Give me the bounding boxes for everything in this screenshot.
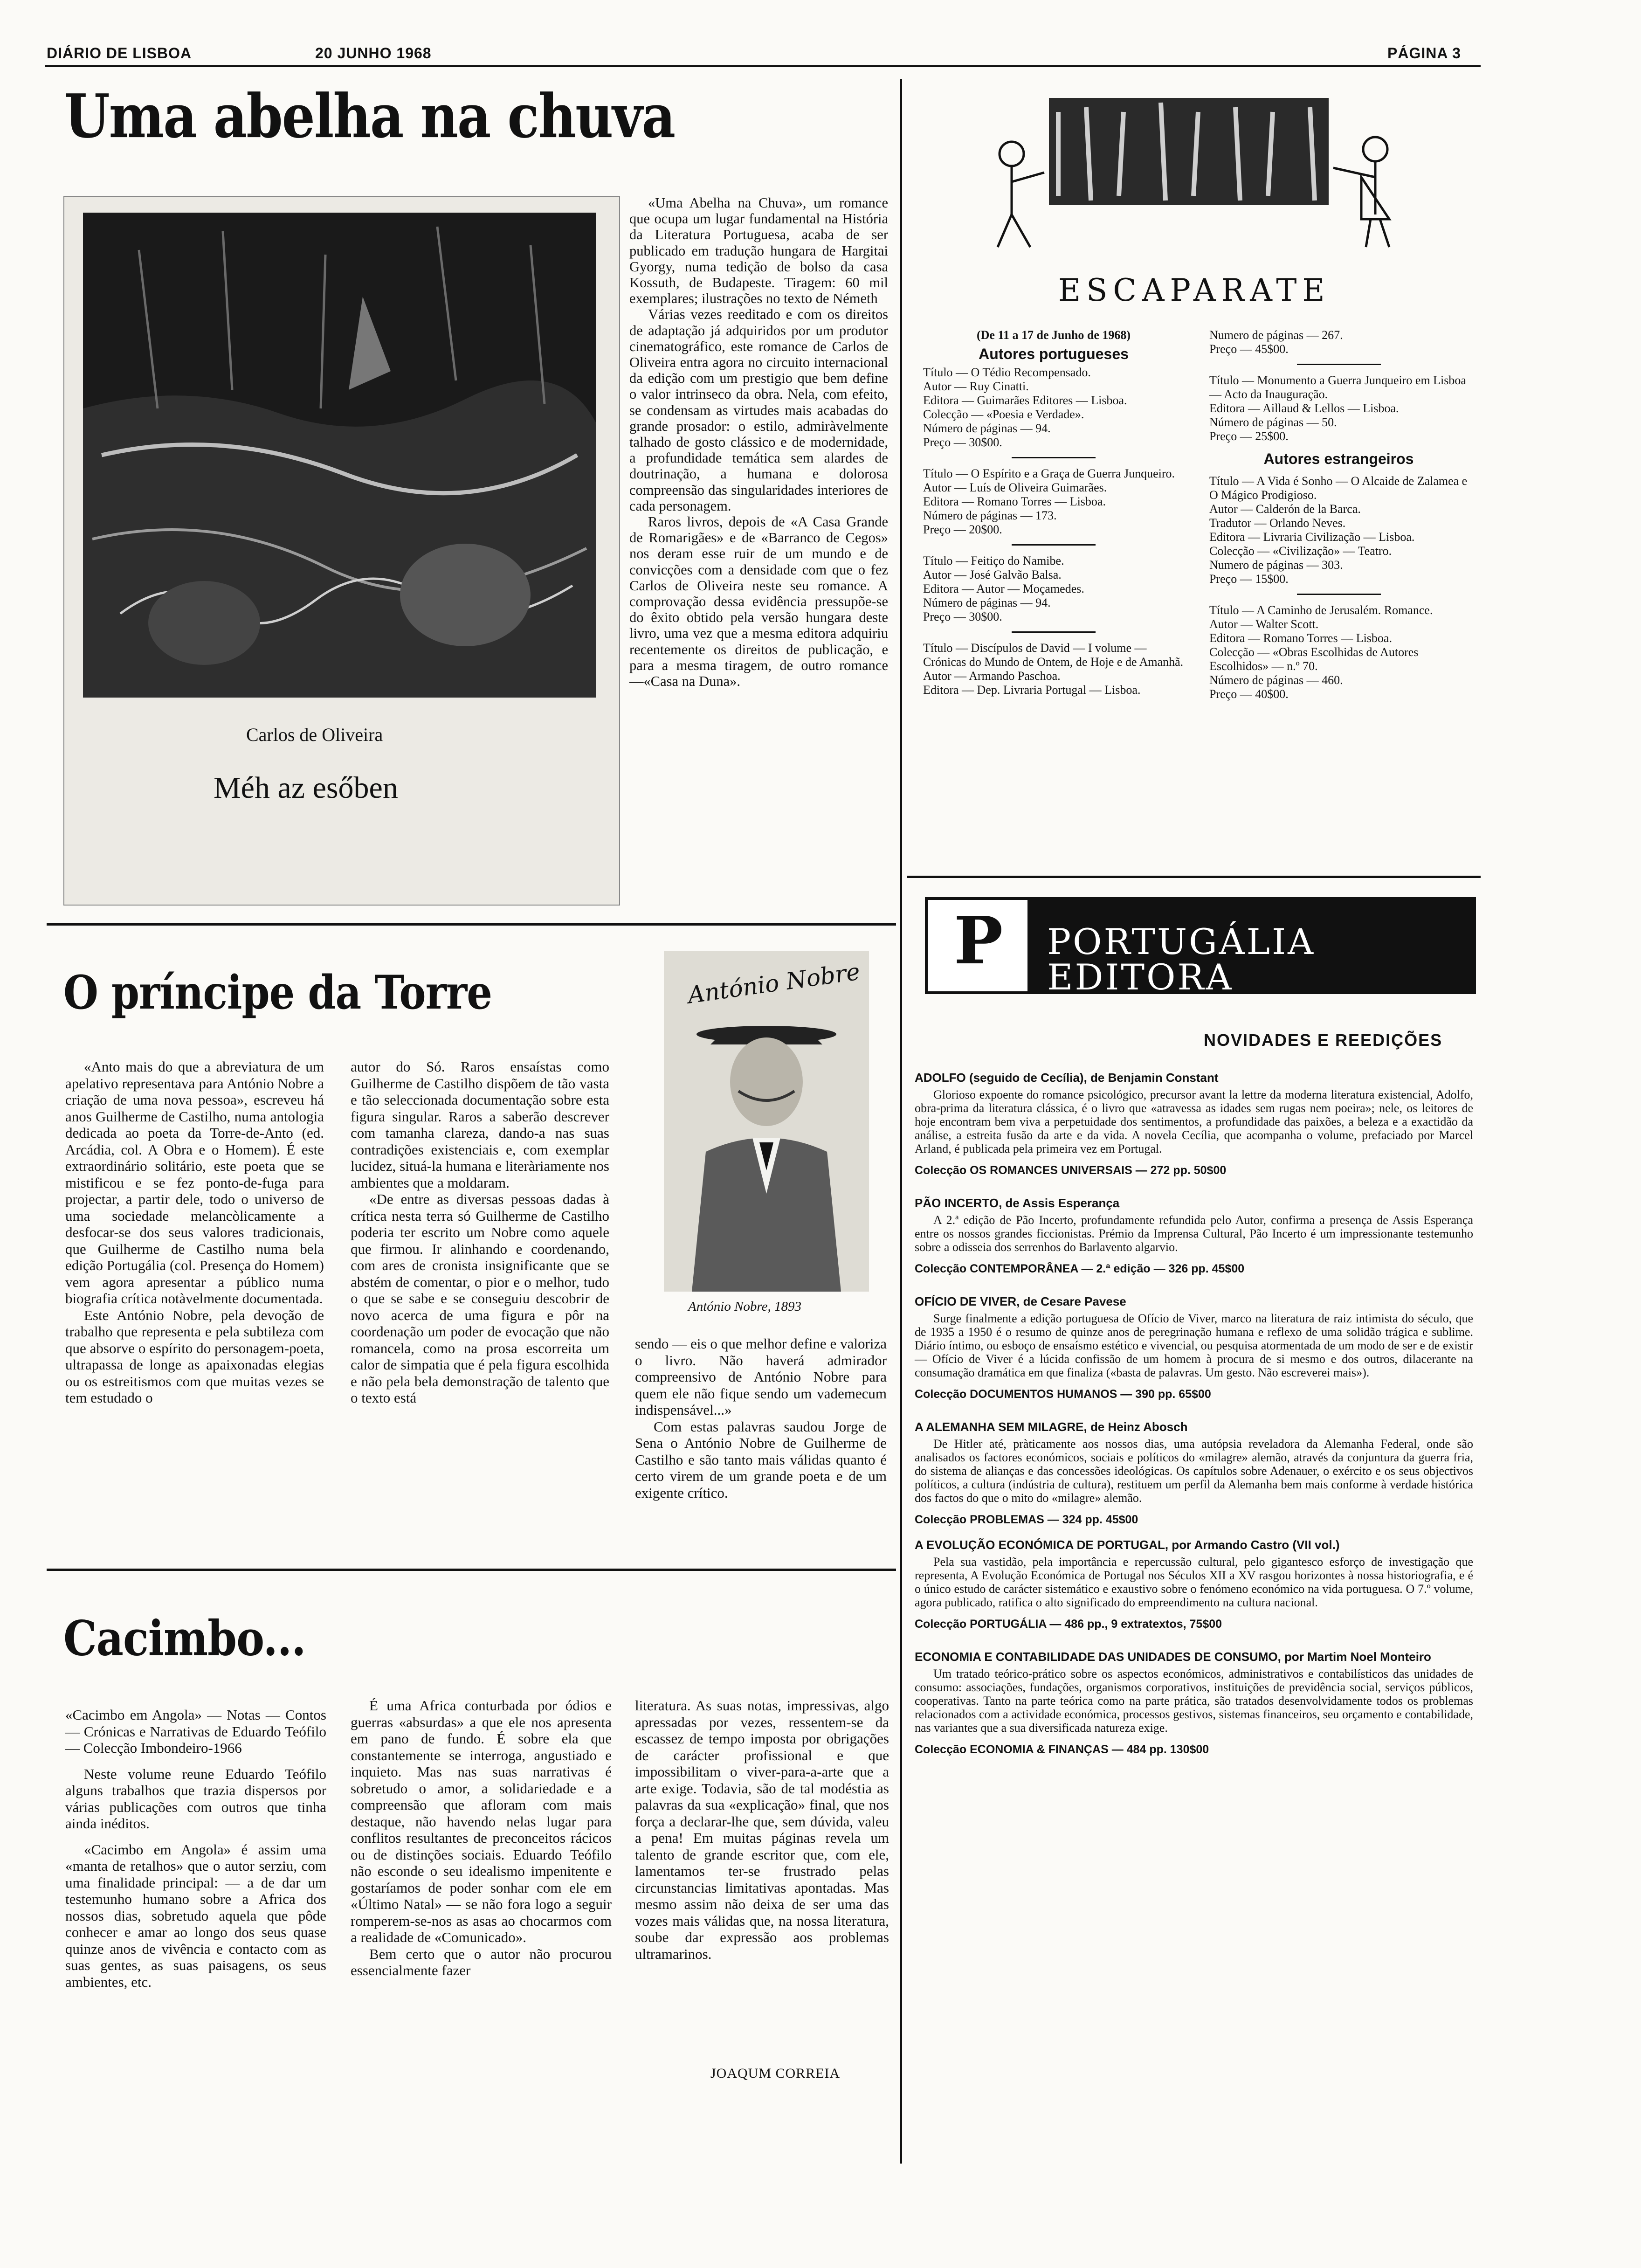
entry-line: Colecção — «Poesia e Verdade». [923,408,1084,421]
book-description: Glorioso expoente do romance psicológico, precursor avant la lettre da moderna literatura existencial, Adolfo, obra-prima da literatura clássica, é o livro que «atravessa as idades sem rugas nem poeira»; nele, os leitores de hoje encontram bem viva a perpetuidade dos sentimentos, a profundidade das paixões, a beleza e a exactidão da análise, a estreita fusão da arte e da vida. A novela Cecília, que acompanha o volume, prefaciado por Marcel Arland, é publicada pela primeira vez em Portugal. [915,1088,1473,1155]
entry-line: Preço — 30$00. [923,436,1002,449]
abelha-para-1: «Uma Abelha na Chuva», um romance que ocupa um lugar fundamental na História da Literatura Portuguesa, acaba de ser publicado em tradução hungara de Hargitai Gyorgy, numa tedição de bolso da casa Kossuth, de Budapeste. Tiragem: 60 mil exemplares; ilustrações no texto de Németh [629,195,888,307]
book-cover [63,196,620,906]
book-collection: Colecção DOCUMENTOS HUMANOS — 390 pp. 65$00 [915,1388,1211,1401]
book-description: Um tratado teórico-prático sobre os aspectos económicos, administrativos e contabilísticos das unidades de consumo: associações, fundações, organismos corporativos, instituições de previdência social, serviços públicos, cooperativas. Tanto na parte teórica como na parte prática, são tratados desenvolvidamente todos os problemas relacionados com a actividade económica, processos gestivos, sistemas financeiros, seu orçamento e contabilidade, nas variantes que a sua diversificada natureza exige. [915,1667,1473,1735]
entry-separator [1012,631,1096,633]
cacimbo-intro: «Cacimbo em Angola» — Notas — Contos — Crónicas e Narrativas de Eduardo Teófilo — Colecção Imbondeiro-1966 [65,1707,326,1756]
book-collection: Colecção CONTEMPORÂNEA — 2.ª edição — 326 pp. 45$00 [915,1262,1245,1275]
entry-line: Número de páginas — 173. [923,509,1057,522]
main-column-divider [900,79,902,2164]
principe-col-3 [635,1335,887,1501]
cacimbo-para-5: literatura. As suas notas, impressivas, algo apressadas por vezes, ressentem-se da escassez de tempo imposta por obrigações de carácter profissional e que impossibilitam o viver-para-a-arte que a arte exige. Todavia, são de tal modéstia as palavras da sua «explicação» final, que nos força a declarar-lhe que, sem dúvida, valeu a pena! Em muitas páginas revela um talento de grande escritor que, com ele, lamentamos ter-se frustrado pelas circunstancias limitativas apontadas. Mas mesmo assim não deixa de ser uma das vozes mais válidas que, na nossa literatura, soube dar expressão aos problemas ultramarinos. [635,1697,889,1962]
escaparate-left-col [923,328,1184,697]
entry-line: Número de páginas — 460. [1209,673,1343,687]
book-collection: Colecção PORTUGÁLIA — 486 pp., 9 extratextos, 75$00 [915,1618,1222,1631]
escaparate-pt-heading: Autores portugueses [979,346,1129,362]
book-collection: Colecção OS ROMANCES UNIVERSAIS — 272 pp. 50$00 [915,1164,1227,1177]
entry-line: Preço — 25$00. [1209,429,1289,443]
entry-line: Autor — Calderón de la Barca. [1209,502,1361,516]
cacimbo-title: Cacimbo... [63,1610,306,1667]
entry-line: Autor — Ruy Cinatti. [923,380,1029,393]
cacimbo-col-1 [65,1707,326,1990]
entry-line: Autor — José Galvão Balsa. [923,568,1062,581]
escaparate-dates: (De 11 a 17 de Junho de 1968) [976,328,1131,342]
entry-line: Título — Monumento a Guerra Junqueiro em Lisboa — Acto da Inauguração. [1209,373,1466,401]
divider-escaparate [907,876,1481,878]
cover-artwork [83,213,596,698]
publisher-banner [1027,897,1476,998]
principe-para-6: Com estas palavras saudou Jorge de Sena o António Nobre de Guilherme de Castilho e são tanto mais válidas quanto é certo virem de um grande poeta e de um exigente crítico. [635,1418,887,1501]
cacimbo-col-3 [635,1697,889,1962]
entry-line: Editora — Aillaud & Lellos — Lisboa. [1209,401,1399,415]
entry-line: Título — O Espírito e a Graça de Guerra Junqueiro. [923,467,1175,480]
divider-abelha [47,923,896,926]
escaparate-foreign-heading: Autores estrangeiros [1263,450,1414,467]
book-title: A EVOLUÇÃO ECONÓMICA DE PORTUGAL, por Armando Castro (VII vol.) [915,1538,1340,1552]
entry-line: Editora — Guimarães Editores — Lisboa. [923,394,1127,407]
book-title: ADOLFO (seguido de Cecília), de Benjamin Constant [915,1071,1219,1085]
cacimbo-para-3: É uma Africa conturbada por ódios e guerras «absurdas» a que ele nos apresenta em pano de fundo. É sobre ela que constantemente se interroga, angustiado e inquieto. Mas nas suas narrativas é sobretudo o amor, a solidariedade e a compreensão que afloram com mais destaque, não havendo nelas lugar para conflitos resultantes de preconceitos rácicos ou de distinções sociais. Eduardo Teófilo não esconde o seu idealismo impenitente e gostaríamos de poder sonhar com ele em «Último Natal» — se não fora logo a seguir romperem-se-nos as asas ao chocarmos com a realidade de «Comunicado». [351,1697,612,1945]
abelha-article [629,195,888,689]
entry-line: Preço — 15$00. [1209,572,1289,586]
principe-para-4: «De entre as diversas pessoas dadas à crítica nesta terra só Guilherme de Castilho poderia ter escrito um Nobre como aquele que firmou. Ir alinhando e coordenando, com ares de cronista insignificante que se abstém de comentar, o pior e o melhor, tudo o que se sabe e se conseguiu descobrir de novo acerca de uma figura e pôr na coordenação um poder de evocação que não romancela, como na prosa escorreita um calor de simpatia que é pela figura escolhida e não pela bela demonstração de talento que o texto está [351,1191,609,1406]
entry-line: Numero de páginas — 303. [1209,558,1343,572]
book-title: PÃO INCERTO, de Assis Esperança [915,1196,1120,1210]
divider-principe [47,1569,896,1571]
entry-line: Preço — 20$00. [923,523,1002,536]
principe-col-2 [351,1058,609,1406]
publisher-book-list [915,1071,1473,1775]
entry-separator [1297,594,1381,595]
entry-line: Preço — 45$00. [1209,342,1289,356]
book-description: De Hitler até, pràticamente aos nossos dias, uma autópsia reveladora da Alemanha Federal, onde são analisados os factores económicos, sociais e políticos do «milagre» alemão, através da conjuntura da guerra fria, do sistema de alianças e das concessões ideológicas. Os capítulos sobre Adenauer, o exército e os seus objectivos políticos, a cultura (indústria de cultura), restituem um perfil da Alemanha bem mais conforme à verdade histórica dos factos do que o mito do «milagre» alemão. [915,1437,1473,1505]
publisher-book [915,1196,1473,1276]
entry-line: Título — Discípulos de David — I volume — Crónicas do Mundo de Ontem, de Hoje e de Amanhã. [923,641,1184,669]
entry-line: Título — A Caminho de Jerusalém. Romance. [1209,603,1433,617]
entry-line: Editora — Romano Torres — Lisboa. [923,495,1106,508]
newspaper-name: DIÁRIO DE LISBOA [47,45,192,62]
cacimbo-para-2: «Cacimbo em Angola» é assim uma «manta de retalhos» que o autor serziu, com uma finalidade principal: — a de dar um testemunho humano sobre a Africa dos nossos dias, sobretudo aquela que pôde conhecer e amar ao longo dos seus quase quinze anos de vivência e contacto com as suas gentes, as suas paisagens, os seus ambientes, etc. [65,1841,326,1990]
book-entry [1209,373,1468,443]
logo-glyph: P [954,903,1003,979]
book-entry [923,467,1184,537]
cacimbo-para-1: Neste volume reune Eduardo Teófilo alguns trabalhos que trazia dispersos por várias publicações com outros que tinha ainda inéditos. [65,1765,326,1832]
entry-separator [1012,457,1096,458]
entry-line: Numero de páginas — 267. [1209,328,1343,342]
entry-line: Editora — Livraria Civilização — Lisboa. [1209,530,1415,544]
publisher-book [915,1650,1473,1756]
entry-line: Colecção — «Civilização» — Teatro. [1209,544,1392,558]
book-title: A ALEMANHA SEM MILAGRE, de Heinz Abosch [915,1420,1188,1434]
publisher-book [915,1071,1473,1177]
book-title: ECONOMIA E CONTABILIDADE DAS UNIDADES DE CONSUMO, por Martim Noel Monteiro [915,1650,1431,1664]
entry-line: Número de páginas — 50. [1209,415,1337,429]
book-description: Pela sua vastidão, pela importância e repercussão cultural, pelo gigantesco esforço de investigação que representa, A Evolução Económica de Portugal nos Séculos XII a XV rasgou horizontes à nossa historiografia, e é o único estudo de carácter sistemático e exaustivo sobre o fenómeno económico na vida portuguesa. O 7.º volume, agora publicado, ratifica o alto significado do empreendimento na cultura nacional. [915,1555,1473,1609]
entry-line: Editora — Romano Torres — Lisboa. [1209,631,1392,645]
principe-para-1: «Anto mais do que a abreviatura de um apelativo representava para António Nobre a criação de uma nova pessoa», escreveu há anos Guilherme de Castilho, numa antologia dedicada ao poeta da Torre-de-Anto (ed. Arcádia, col. A Obra e o Homem). É este extraordinário solitário, este poeta que se mistificou e se fez ponto-de-fuga para projectar, a partir dele, todo o universo de uma sociedade melancòlicamente a desfocar-se dos seus valores tradicionais, que Guilherme de Castilho numa bela edição Portugália (col. Presença do Homem) vem agora apresentar a público numa biografia crítica notàvelmente documentada. [65,1058,324,1307]
entry-line: Título — O Tédio Recompensado. [923,366,1091,379]
principe-para-5: sendo — eis o que melhor define e valoriza o livro. Não haverá admirador compreensivo de António Nobre para quem ele não fique sendo um vademecum indispensável...» [635,1335,887,1418]
book-title: OFÍCIO DE VIVER, de Cesare Pavese [915,1294,1126,1308]
cover-title: Méh az esőben [214,771,398,805]
abelha-para-3: Raros livros, depois de «A Casa Grande de Romarigães» e de «Barranco de Cegos» nos deram esse ruir de um mundo e de convicções com a densidade com que o fez Carlos de Oliveira neste seu romance. A comprovação dessa evidência pressupõe-se do êxito obtido pela versão hungara deste livro, uma vez que a mesma editora adquiriu recentemente os direitos de publicação, e para a mesma tiragem, de outro romance—«Casa na Duna». [629,514,888,690]
entry-line: Editora — Autor — Moçamedes. [923,582,1084,595]
entry-separator [1012,544,1096,546]
principe-title: O príncipe da Torre [63,965,492,1020]
book-entry [1209,603,1468,701]
page-number: PÁGINA 3 [1387,45,1461,62]
book-description: A 2.ª edição de Pão Incerto, profundamente refundida pelo Autor, confirma a presença de Assis Esperança entre os nossos grandes ficcionistas. Prémio da Imprensa Cultural, Pão Incerto é um impressionante testemunho sobre a odisseia dos serrenhos do Barlavento algarvio. [915,1213,1473,1254]
nobre-photo [664,951,869,1292]
entry-line: Autor — Armando Paschoa. [923,669,1061,683]
cacimbo-col-2 [351,1697,612,1979]
issue-date: 20 JUNHO 1968 [315,45,432,62]
entry-line: Título — Feitiço do Namibe. [923,554,1064,567]
cover-author: Carlos de Oliveira [246,724,383,745]
header-rule [45,65,1481,67]
principe-para-3: autor do Só. Raros ensaístas como Guilherme de Castilho dispõem de tão vasta e tão seleccionada documentação sobre esta figura singular. Raros a saberão descrever com tamanha clareza, dando-a nas suas contradições existenciais e, com exemplar lucidez, situá-la humana e literàriamente nos ambientes que a moldaram. [351,1058,609,1191]
book-description: Surge finalmente a edição portuguesa de Ofício de Viver, marco na literatura de raiz intimista do século, que de 1935 a 1950 é o resumo de quinze anos de peregrinação humana e reflexo de uma solidão trágica e sublime. Diário íntimo, ou esboço de ensaísmo estético e vivencial, ou pesquisa atormentada de um modo de ser e de existir — Ofício de Viver é a lúcida confissão de um homem à procura de si mesmo e dos outros, dilacerante na consumação dramática em que finaliza («basta de palavras. Um gesto. Não escreverei mais»). [915,1312,1473,1379]
abelha-title: Uma abelha na chuva [64,81,675,152]
entry-line: Número de páginas — 94. [923,596,1051,609]
publisher-book [915,1294,1473,1401]
entry-line: Preço — 40$00. [1209,687,1289,701]
escaparate-right-col [1209,328,1468,701]
publisher-subtitle: NOVIDADES E REEDIÇÕES [1204,1030,1443,1050]
photo-caption: António Nobre, 1893 [688,1299,802,1314]
book-collection: Colecção PROBLEMAS — 324 pp. 45$00 [915,1513,1138,1526]
cacimbo-signature: JOAQUM CORREIA [710,2066,841,2081]
principe-para-2: Este António Nobre, pela devoção de trabalho que representa e pela subtileza com que absorve o espírito do personagem-poeta, ultrapassa de longe as apaixonadas elegias ou os estreitismos com que muitas vezes se tem estudado o [65,1307,324,1406]
entry-continuation [1209,328,1468,356]
entry-line: Colecção — «Obras Escolhidas de Autores Escolhidos» — n.º 70. [1209,645,1419,673]
escaparate-illustration [993,84,1403,252]
banner-text: PORTUGÁLIA EDITORA [1047,921,1316,998]
book-entry [923,554,1184,624]
cacimbo-para-4: Bem certo que o autor não procurou essencialmente fazer [351,1945,612,1978]
publisher-logo [925,897,1034,994]
entry-separator [1297,364,1381,365]
principe-col-1 [65,1058,324,1406]
entry-list-left [923,366,1184,697]
abelha-para-2: Várias vezes reeditado e com os direitos de adaptação já adquiridos por um produtor cinematográfico, este romance de Carlos de Oliveira entra agora no circuito internacional da edição com um prestigio que bem define o valor intrinseco da obra. Nela, com efeito, se condensam as virtudes mais acabadas do grande prosador: o estilo, admiràvelmente talhado de gosto clássico e de modernidade, a profundidade temática sem alardes de doutrinação, a humana e dolorosa compreensão das singularidades interiores de cada personagem. [629,306,888,514]
escaparate-title: ESCAPARATE [1058,272,1331,308]
entry-line: Autor — Walter Scott. [1209,617,1319,631]
book-entry [923,366,1184,449]
book-collection: Colecção ECONOMIA & FINANÇAS — 484 pp. 130$00 [915,1743,1209,1756]
entry-line: Editora — Dep. Livraria Portugal — Lisboa. [923,683,1141,697]
entry-line: Autor — Luís de Oliveira Guimarães. [923,481,1107,494]
book-entry [1209,474,1468,586]
entry-line: Número de páginas — 94. [923,422,1051,435]
book-entry [923,641,1184,697]
entry-line: Tradutor — Orlando Neves. [1209,516,1346,530]
publisher-book [915,1538,1473,1631]
entry-line: Preço — 30$00. [923,610,1002,623]
entry-line: Título — A Vida é Sonho — O Alcaide de Zalamea e O Mágico Prodigioso. [1209,474,1468,502]
photo-signature: António Nobre [686,958,862,1009]
publisher-book [915,1420,1473,1527]
